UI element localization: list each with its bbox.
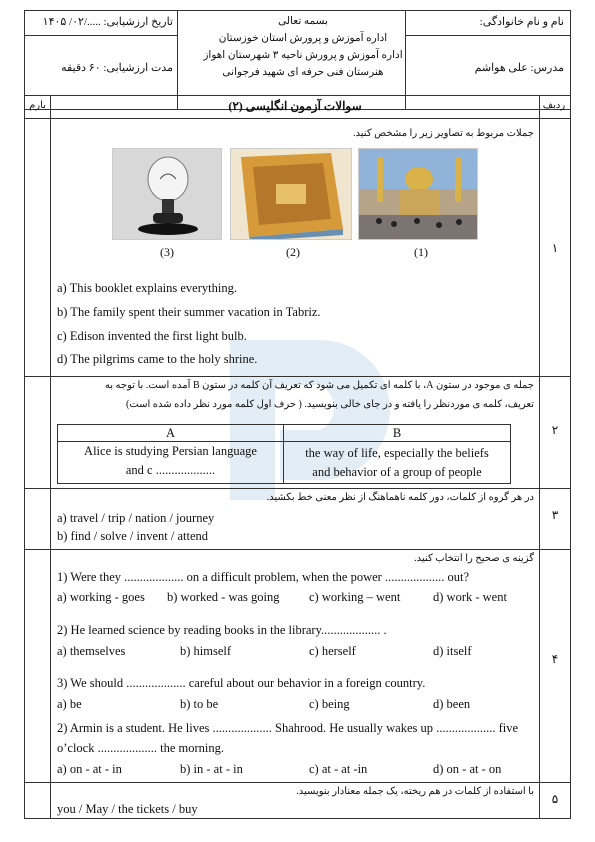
q4-instruction: گزینه ی صحیح را انتخاب کنید. <box>414 553 534 564</box>
header-line-2: اداره آموزش و پرورش استان خوزستان <box>218 33 388 44</box>
q4-item-4-line-1: 2) Armin is a student. He lives ................... Shahrood. He usually wakes up ................... five <box>57 721 519 735</box>
q4-item-3-option-a[interactable]: a) be <box>57 697 82 711</box>
q4-item-3-text: 3) We should ................... careful about our behavior in a foreign country. <box>57 676 426 690</box>
student-name-label: نام و نام خانوادگی: <box>479 16 564 28</box>
q4-item-3-option-b[interactable]: b) to be <box>180 697 219 711</box>
q4-item-2-option-b[interactable]: b) himself <box>180 644 232 658</box>
exam-date-label: تاریخ ارزشیابی: ...../۰۲/ ۱۴۰۵ <box>42 16 173 28</box>
question-number-3: ۳ <box>551 508 559 522</box>
booklet-image <box>230 148 352 240</box>
q4-item-1-option-a[interactable]: a) working - goes <box>57 590 145 604</box>
q3-group-b: b) find / solve / invent / attend <box>57 529 209 543</box>
question-number-1: ۱ <box>551 241 559 255</box>
booklet-icon <box>231 149 352 240</box>
q4-item-4-line-2: o’clock ................... the morning. <box>57 741 224 755</box>
lightbulb-image <box>112 148 222 240</box>
column-b-line-2: and behavior of a group of people <box>312 465 482 479</box>
lightbulb-icon <box>113 149 222 240</box>
header-line-1: بسمه تعالی <box>278 16 328 27</box>
row-column-header: ردیف <box>542 100 566 111</box>
q4-item-1-option-c[interactable]: c) working – went <box>309 590 401 604</box>
caption-1: (1) <box>414 245 428 259</box>
caption-2: (2) <box>286 245 300 259</box>
q4-item-4-option-d[interactable]: d) on - at - on <box>433 762 502 776</box>
q4-item-1-option-d[interactable]: d) work - went <box>433 590 507 604</box>
q5-scrambled-words: you / May / the tickets / buy <box>57 802 198 816</box>
score-column-header: بارم <box>29 100 46 111</box>
q4-item-4-option-b[interactable]: b) in - at - in <box>180 762 243 776</box>
q5-instruction: با استفاده از کلمات در هم ریخته، یک جمله معنادار بنویسید. <box>296 786 534 797</box>
column-a-blank[interactable]: and c ................... <box>125 463 216 477</box>
column-b-header: B <box>392 426 402 440</box>
shrine-icon <box>359 149 478 240</box>
q1-option-a: a) This booklet explains everything. <box>57 281 237 295</box>
matching-table <box>57 424 511 484</box>
question-number-2: ۲ <box>551 423 559 437</box>
holy-shrine-image <box>358 148 478 240</box>
header-line-4: هنرستان فنی حرفه ای شهید فرجوانی <box>222 67 384 78</box>
q4-item-2-option-a[interactable]: a) themselves <box>57 644 126 658</box>
q1-instruction: جملات مربوط به تصاویر زیر را مشخص کنید. <box>353 128 534 139</box>
q4-item-2-text: 2) He learned science by reading books in the library................... . <box>57 623 387 637</box>
q4-item-4-option-c[interactable]: c) at - at -in <box>309 762 368 776</box>
q1-option-d: d) The pilgrims came to the holy shrine. <box>57 352 258 366</box>
q4-item-4-option-a[interactable]: a) on - at - in <box>57 762 122 776</box>
column-b-line-1: the way of life, especially the beliefs <box>305 446 489 460</box>
q2-instruction-2: تعریف، کلمه ی موردنظر را یافته و در جای خالی بنویسید. ( حرف اول کلمه مورد نظر داده شده است) <box>125 399 534 410</box>
q3-instruction: در هر گروه از کلمات، دور کلمه ناهماهنگ از نظر معنی خط بکشید. <box>266 492 534 503</box>
column-a-header: A <box>165 426 176 440</box>
q4-item-3-option-d[interactable]: d) been <box>433 697 471 711</box>
q4-item-2-option-d[interactable]: d) itself <box>433 644 472 658</box>
q3-group-a: a) travel / trip / nation / journey <box>57 511 215 525</box>
q4-item-1-option-b[interactable]: b) worked - was going <box>167 590 280 604</box>
q1-option-c: c) Edison invented the first light bulb. <box>57 329 247 343</box>
q4-item-2-option-c[interactable]: c) herself <box>309 644 356 658</box>
question-number-5: ۵ <box>551 792 559 806</box>
q2-instruction-1: جمله ی موجود در ستون A، با کلمه ای تکمیل می شود که تعریف آن کلمه در ستون B آمده است. با توجه به <box>104 380 534 391</box>
q4-item-3-option-c[interactable]: c) being <box>309 697 350 711</box>
caption-3: (3) <box>160 245 174 259</box>
header-line-3: اداره آموزش و پرورش ناحیه ۳ شهرستان اهواز <box>203 50 403 61</box>
teacher-label: مدرس: علی هواشم <box>474 62 564 74</box>
q4-item-1-text: 1) Were they ................... on a difficult problem, when the power ................... out? <box>57 570 469 584</box>
exam-title: سوالات آزمون انگلیسی (۲) <box>228 99 362 113</box>
q1-option-b: b) The family spent their summer vacation in Tabriz. <box>57 305 321 319</box>
question-number-4: ۴ <box>551 652 559 666</box>
exam-duration-label: مدت ارزشیابی: ۶۰ دقیقه <box>61 62 173 74</box>
column-a-line-1: Alice is studying Persian language <box>84 444 257 458</box>
